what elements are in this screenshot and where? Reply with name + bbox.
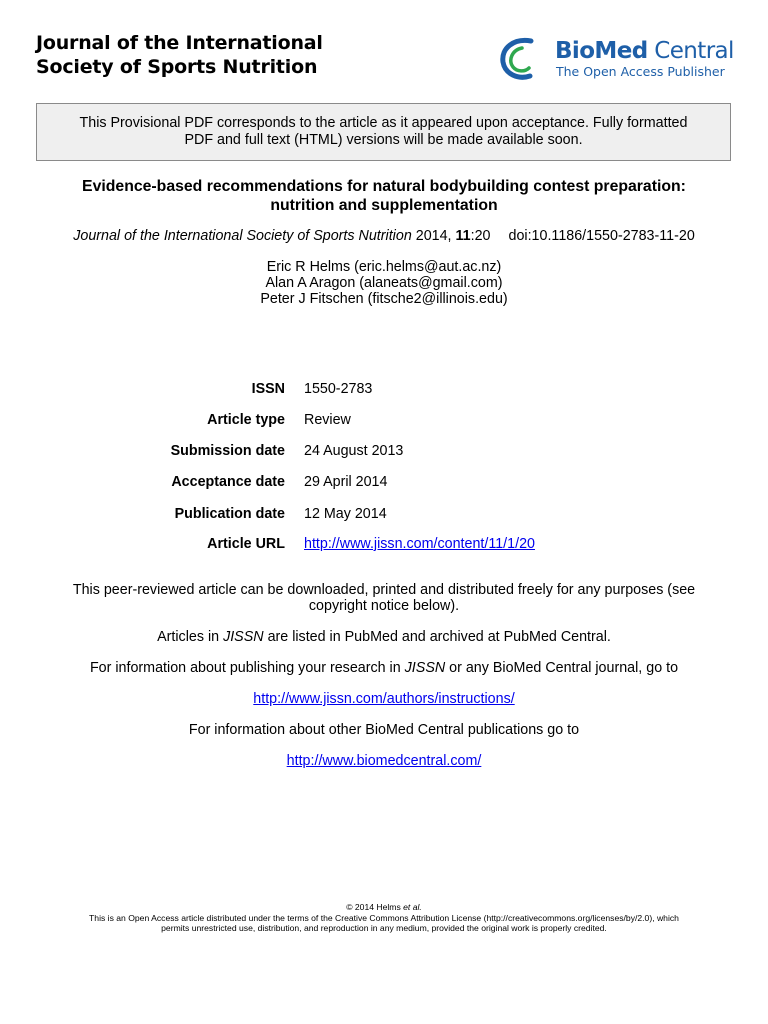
copyright-line [20,902,748,913]
metadata-label: ISSN [251,381,285,397]
metadata-row-acceptance-date [0,474,768,494]
metadata-row-article-type [0,412,768,432]
publishing-text-end: or any BioMed Central journal, go to [445,660,679,676]
metadata-value: 24 August 2013 [304,443,404,459]
author-item: Eric R Helms (eric.helms@aut.ac.nz) [266,259,502,275]
metadata-value: 1550-2783 [304,381,373,397]
article-url-link[interactable]: http://www.jissn.com/content/11/1/20 [304,536,535,552]
metadata-row-publication-date [0,506,768,526]
instructions-link-line [40,691,728,707]
author-item: Alan A Aragon (alaneats@gmail.com) [265,275,503,291]
metadata-row-article-url [0,536,768,556]
pubmed-notice [40,629,728,645]
biomedcentral-link[interactable]: http://www.biomedcentral.com/ [286,753,482,769]
metadata-value: 29 April 2014 [304,474,388,490]
biomed-central-logo[interactable] [498,36,734,82]
metadata-label: Article type [207,412,285,428]
citation-doi: doi:10.1186/1550-2783-11-20 [508,228,695,244]
metadata-value: Review [304,412,351,428]
biomed-central-swirl-icon [498,36,550,82]
publishing-text-start: For information about publishing your research in [89,660,405,676]
journal-title-line-1: Journal of the International [36,32,323,54]
logo-wordmark [555,37,734,65]
pubmed-text-start: Articles in [157,629,224,645]
publishing-info [40,660,728,676]
instructions-link[interactable]: http://www.jissn.com/authors/instructions/ [253,691,515,707]
notice-line-2: PDF and full text (HTML) versions will be made available soon. [184,132,583,148]
copyright-et-al: et al. [403,902,422,912]
metadata-label: Article URL [207,536,285,552]
citation-year: 2014, [411,228,456,244]
metadata-row-submission-date [0,443,768,463]
license-line-1: This is an Open Access article distributed under the terms of the Creative Commons Attribution License (http://creativecommons.org/licenses/by/2.0), which [89,912,679,923]
author-list [20,259,748,307]
journal-title [36,31,323,79]
pubmed-text-end: are listed in PubMed and archived at PubMed Central. [263,629,611,645]
metadata-value: 12 May 2014 [304,506,387,522]
citation-article-number: :20 [470,228,491,244]
metadata-label: Submission date [170,443,285,459]
metadata-row-issn [0,381,768,401]
provisional-pdf-notice [36,103,731,161]
notice-line-1: This Provisional PDF corresponds to the article as it appeared upon acceptance. Fully formatted [79,115,688,131]
author-item: Peter J Fitschen (fitsche2@illinois.edu) [260,291,508,307]
article-title [20,177,748,215]
logo-wordmark-biomed: BioMed [555,38,648,64]
other-publications-info: For information about other BioMed Central publications go to [188,722,580,738]
citation-volume: 11 [455,228,471,244]
license-line-2: permits unrestricted use, distribution, and reproduction in any medium, provided the original work is properly credited. [161,923,607,933]
biomedcentral-link-line [40,753,728,769]
copyright-footer [20,902,748,934]
pubmed-journal-abbrev: JISSN [223,629,264,645]
logo-tagline: The Open Access Publisher [556,64,725,79]
journal-title-line-2: Society of Sports Nutrition [36,56,318,78]
copyright-text: © 2014 Helms [346,902,404,912]
peer-reviewed-notice [40,582,728,614]
logo-wordmark-central: Central [647,38,734,64]
peer-reviewed-line-2: copyright notice below). [308,598,460,614]
article-title-line-1: Evidence-based recommendations for natural bodybuilding contest preparation: [82,178,686,195]
metadata-label: Acceptance date [171,474,285,490]
peer-reviewed-line-1: This peer-reviewed article can be downloaded, printed and distributed freely for any purposes (see [72,582,696,598]
article-title-line-2: nutrition and supplementation [270,197,498,214]
publishing-journal-abbrev: JISSN [404,660,446,676]
metadata-label: Publication date [174,506,285,522]
citation-journal: Journal of the International Society of Sports Nutrition [73,228,412,244]
citation [20,228,748,244]
